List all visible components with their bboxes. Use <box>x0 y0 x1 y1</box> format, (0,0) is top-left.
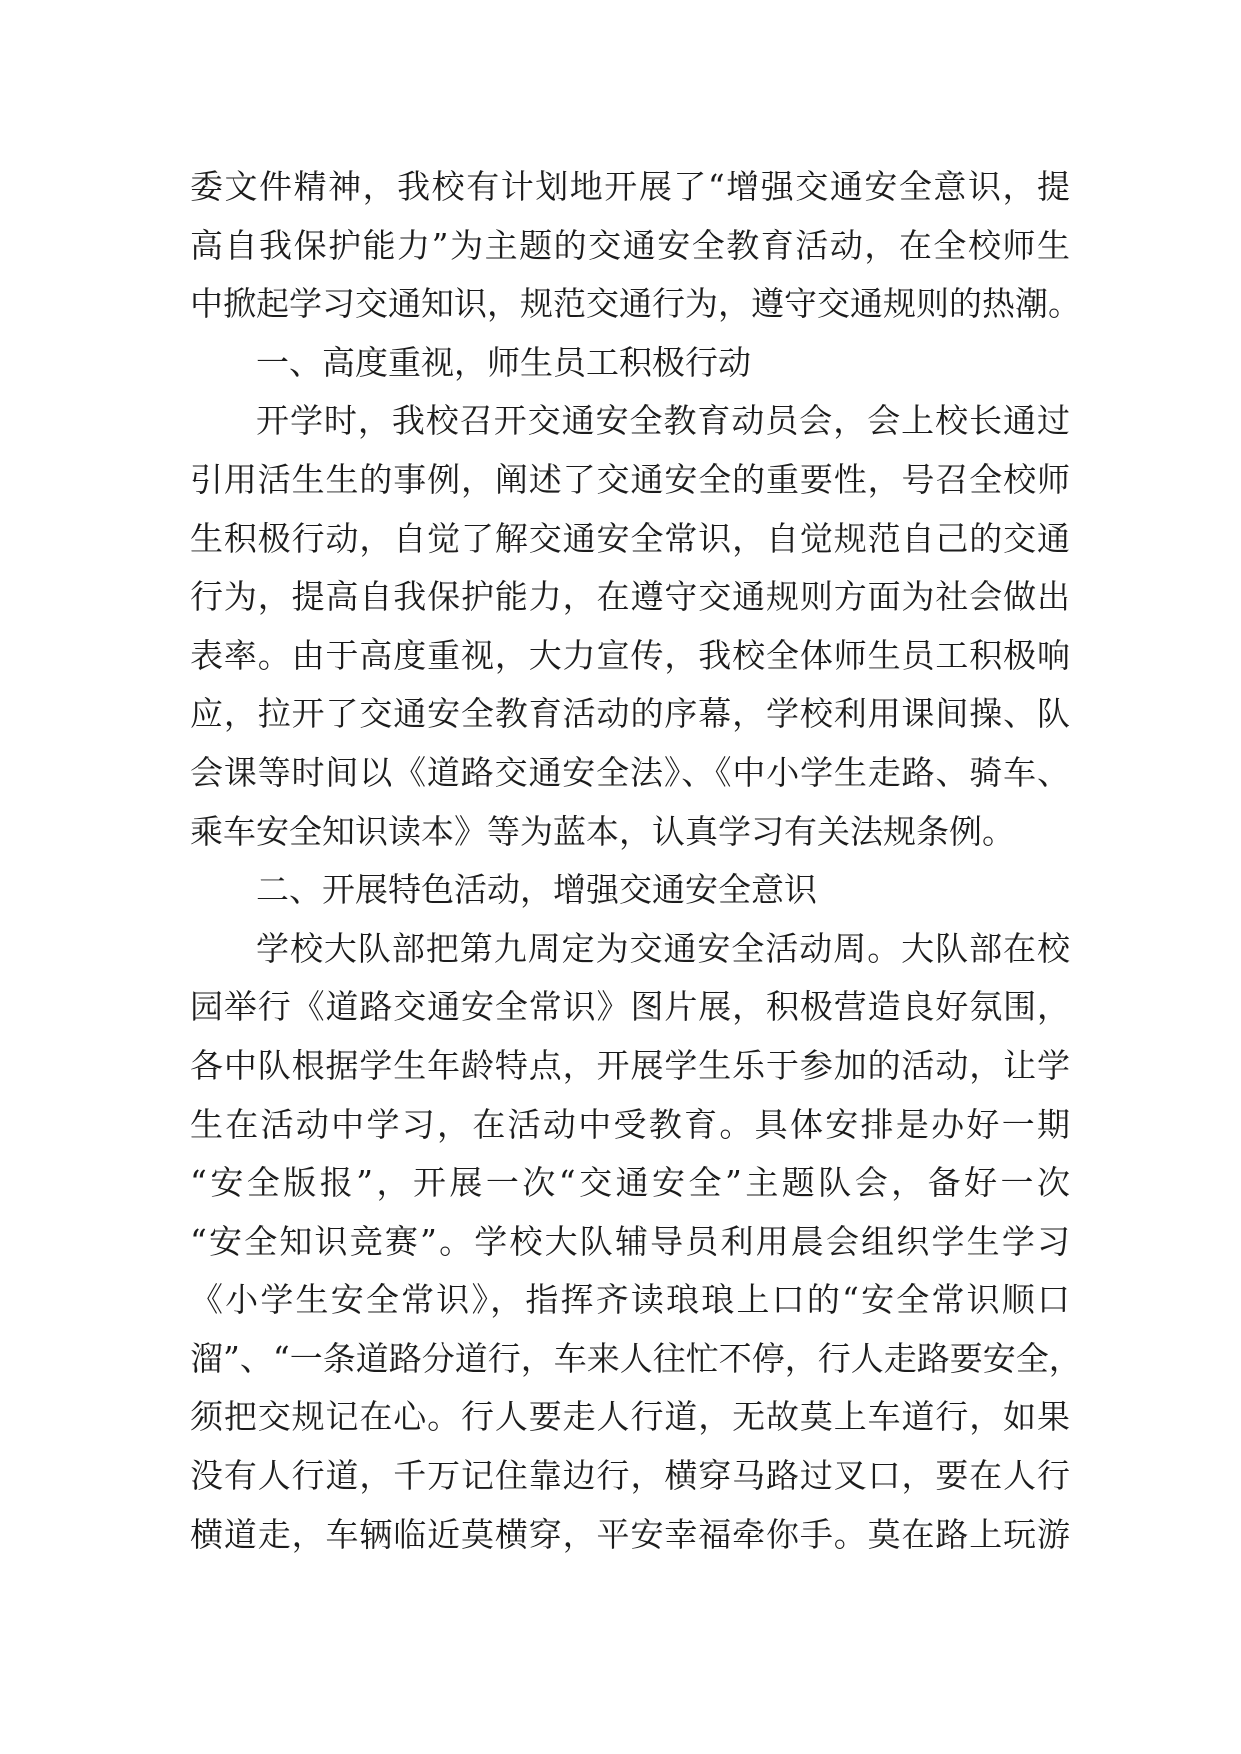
text-line: 园举行《道路交通安全常识》图片展，积极营造良好氛围， <box>190 987 1070 1027</box>
text-line: “安全版报”，开展一次“交通安全”主题队会，备好一次 <box>190 1163 1070 1203</box>
text-line: 学校大队部把第九周定为交通安全活动周。大队部在校 <box>256 928 1070 968</box>
paragraph-section-1 <box>190 392 1070 861</box>
heading-text: 二、开展特色活动，增强交通安全意识 <box>256 870 817 910</box>
section-heading-2 <box>190 861 1070 920</box>
text-line: “安全知识竞赛”。学校大队辅导员利用晨会组织学生学习 <box>190 1221 1070 1261</box>
text-line: 开学时，我校召开交通安全教育动员会，会上校长通过 <box>256 401 1070 441</box>
paragraph-body-continued <box>190 158 1081 334</box>
text-line: 《小学生安全常识》，指挥齐读琅琅上口的“安全常识顺口 <box>190 1280 1070 1320</box>
text-line: 行为，提高自我保护能力，在遵守交通规则方面为社会做出 <box>190 577 1070 617</box>
paragraph-section-2 <box>190 920 1082 1565</box>
text-line: 生在活动中学习，在活动中受教育。具体安排是办好一期 <box>190 1104 1070 1144</box>
section-heading-1 <box>190 334 1070 393</box>
text-line: 没有人行道，千万记住靠边行，横穿马路过叉口，要在人行 <box>190 1456 1070 1496</box>
text-line: 表率。由于高度重视，大力宣传，我校全体师生员工积极响 <box>190 635 1070 675</box>
text-line: 引用活生生的事例，阐述了交通安全的重要性，号召全校师 <box>190 459 1070 499</box>
text-line: 横道走，车辆临近莫横穿，平安幸福牵你手。莫在路上玩游 <box>190 1514 1070 1554</box>
text-line: 会课等时间以《道路交通安全法》、《中小学生走路、骑车、 <box>190 752 1070 792</box>
text-line: 中掀起学习交通知识，规范交通行为，遵守交通规则的热潮。 <box>190 284 1081 324</box>
text-line: 溜”、“一条道路分道行，车来人往忙不停，行人走路要安全， <box>190 1338 1082 1378</box>
text-line: 生积极行动，自觉了解交通安全常识，自觉规范自己的交通 <box>190 518 1070 558</box>
document-body <box>190 158 1082 1564</box>
text-line: 高自我保护能力”为主题的交通安全教育活动，在全校师生 <box>190 225 1070 265</box>
heading-text: 一、高度重视，师生员工积极行动 <box>256 342 751 382</box>
text-line: 应，拉开了交通安全教育活动的序幕，学校利用课间操、队 <box>190 694 1070 734</box>
text-line: 各中队根据学生年龄特点，开展学生乐于参加的活动，让学 <box>190 1045 1070 1085</box>
text-line: 乘车安全知识读本》等为蓝本，认真学习有关法规条例。 <box>190 811 1015 851</box>
text-line: 委文件精神，我校有计划地开展了“增强交通安全意识，提 <box>190 167 1070 206</box>
text-line: 须把交规记在心。行人要走人行道，无故莫上车道行，如果 <box>190 1397 1070 1437</box>
